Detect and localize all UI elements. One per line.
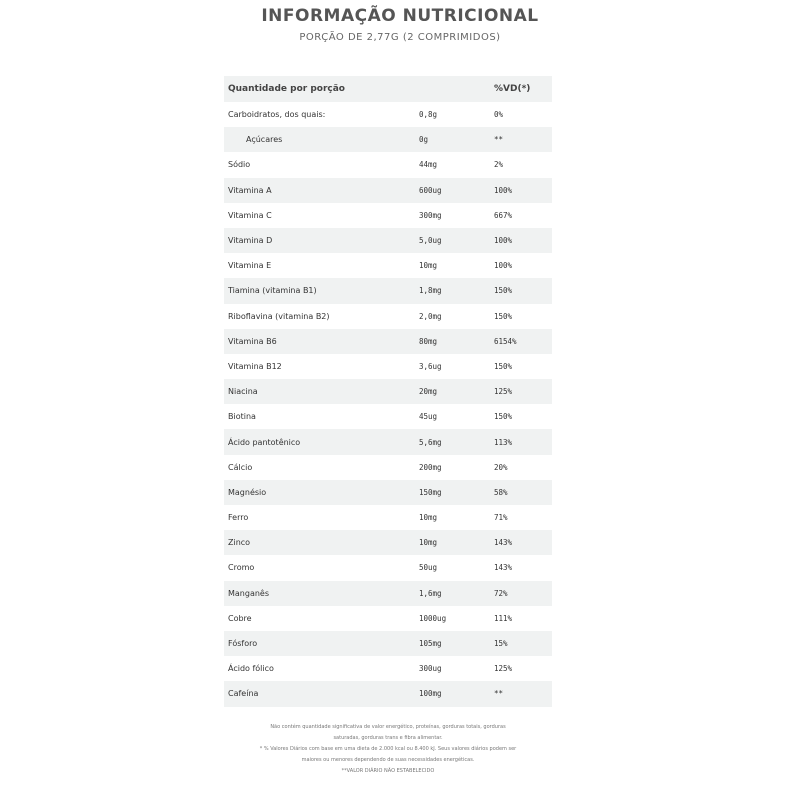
nutrient-vd: 143% <box>494 538 513 548</box>
nutrient-amount: 300ug <box>419 664 442 674</box>
table-row <box>224 127 552 152</box>
nutrient-vd: 150% <box>494 412 513 422</box>
nutrient-name: Cálcio <box>228 462 253 472</box>
header-vd: %VD(*) <box>494 84 531 94</box>
nutrient-name: Vitamina D <box>228 236 273 246</box>
table-row <box>224 354 552 379</box>
nutrient-amount: 20mg <box>419 387 438 397</box>
nutrient-amount: 50ug <box>419 563 438 573</box>
nutrient-amount: 5,6mg <box>419 437 442 447</box>
nutrient-vd: 113% <box>494 437 513 447</box>
nutrient-name: Ferro <box>228 513 249 523</box>
nutrient-vd: 72% <box>494 588 508 598</box>
nutrient-name: Cobre <box>228 613 252 623</box>
footnote-line: * % Valores Diários com base em uma dieta de 2.000 kcal ou 8.400 kJ. Seus valores diários podem ser <box>259 746 517 752</box>
table-row <box>224 404 552 429</box>
footnote-line: Não contém quantidade significativa de valor energético, proteínas, gorduras totais, gorduras <box>270 724 506 730</box>
nutrient-name: Sódio <box>228 160 251 170</box>
nutrient-name: Açúcares <box>246 135 283 145</box>
nutrient-amount: 80mg <box>419 336 438 346</box>
table-row <box>224 253 552 278</box>
nutrient-vd: 6154% <box>494 336 517 346</box>
table-row <box>224 606 552 631</box>
table-row <box>224 329 552 354</box>
nutrient-vd: 58% <box>494 487 508 497</box>
nutrient-vd: 150% <box>494 361 513 371</box>
nutrient-name: Zinco <box>228 538 251 548</box>
nutrient-amount: 44mg <box>419 160 438 170</box>
nutrient-name: Manganês <box>228 588 270 598</box>
nutrient-amount: 10mg <box>419 538 438 548</box>
nutrient-vd: 0% <box>494 110 504 120</box>
nutrient-amount: 1000ug <box>419 613 447 623</box>
nutrient-vd: 100% <box>494 261 513 271</box>
nutrient-name: Ácido pantotênico <box>228 437 301 447</box>
nutrient-vd: 667% <box>494 210 513 220</box>
nutrient-amount: 10mg <box>419 513 438 523</box>
nutrient-name: Vitamina B6 <box>228 336 277 346</box>
nutrient-vd: ** <box>494 135 504 145</box>
table-row <box>224 102 552 127</box>
nutrient-vd: 150% <box>494 286 513 296</box>
nutrient-amount: 105mg <box>419 639 442 649</box>
footnote-line: saturadas, gorduras trans e fibra alimentar. <box>333 735 443 741</box>
table-row <box>224 656 552 681</box>
table-row <box>224 480 552 505</box>
nutrient-name: Biotina <box>228 412 256 422</box>
nutrient-vd: 111% <box>494 613 513 623</box>
nutrient-amount: 10mg <box>419 261 438 271</box>
table-row <box>224 228 552 253</box>
nutrient-amount: 2,0mg <box>419 311 442 321</box>
footnote-line: maiores ou menores dependendo de suas necessidades energéticas. <box>301 757 475 763</box>
nutrient-name: Vitamina E <box>228 261 272 271</box>
table-row <box>224 581 552 606</box>
table-row <box>224 455 552 480</box>
nutrient-amount: 300mg <box>419 210 442 220</box>
nutrient-name: Riboflavina (vitamina B2) <box>228 311 330 321</box>
table-row <box>224 505 552 530</box>
nutrition-table <box>224 76 552 707</box>
nutrient-name: Vitamina C <box>228 210 272 220</box>
nutrient-amount: 1,6mg <box>419 588 442 598</box>
table-row <box>224 304 552 329</box>
nutrient-amount: 600ug <box>419 185 442 195</box>
table-header <box>224 76 552 102</box>
serving-size: PORÇÃO DE 2,77G (2 COMPRIMIDOS) <box>299 32 501 43</box>
nutrient-vd: 100% <box>494 185 513 195</box>
nutrient-amount: 100mg <box>419 689 442 699</box>
table-row <box>224 178 552 203</box>
nutrient-amount: 0,8g <box>419 110 438 120</box>
nutrient-amount: 45ug <box>419 412 438 422</box>
nutrient-name: Cromo <box>228 563 255 573</box>
nutrient-amount: 3,6ug <box>419 361 442 371</box>
table-row <box>224 530 552 555</box>
nutrient-name: Fósforo <box>228 639 258 649</box>
nutrient-vd: 15% <box>494 639 508 649</box>
nutrient-vd: 2% <box>494 160 504 170</box>
table-row <box>224 379 552 404</box>
nutrient-name: Carboidratos, dos quais: <box>228 110 326 120</box>
nutrient-vd: 71% <box>494 513 508 523</box>
nutrient-name: Tiamina (vitamina B1) <box>228 286 317 296</box>
page-title: INFORMAÇÃO NUTRICIONAL <box>261 6 539 26</box>
nutrient-vd: 143% <box>494 563 513 573</box>
nutrient-vd: 20% <box>494 462 508 472</box>
table-row <box>224 631 552 656</box>
nutrient-name: Vitamina A <box>228 185 272 195</box>
table-row <box>224 203 552 228</box>
table-body <box>224 102 552 707</box>
table-row <box>224 429 552 454</box>
nutrient-name: Vitamina B12 <box>228 361 282 371</box>
nutrient-amount: 0g <box>419 135 429 145</box>
nutrient-vd: ** <box>494 689 504 699</box>
nutrient-amount: 200mg <box>419 462 442 472</box>
table-row <box>224 278 552 303</box>
nutrient-name: Niacina <box>228 387 258 397</box>
nutrient-name: Magnésio <box>228 487 267 497</box>
header-label: Quantidade por porção <box>228 84 345 94</box>
nutrient-amount: 150mg <box>419 487 442 497</box>
table-row <box>224 555 552 580</box>
nutrient-amount: 5,0ug <box>419 236 442 246</box>
nutrient-name: Cafeína <box>228 689 259 699</box>
nutrient-vd: 100% <box>494 236 513 246</box>
nutrient-vd: 125% <box>494 387 513 397</box>
nutrient-vd: 150% <box>494 311 513 321</box>
nutrient-vd: 125% <box>494 664 513 674</box>
nutrient-amount: 1,8mg <box>419 286 442 296</box>
nutrient-name: Ácido fólico <box>228 664 274 674</box>
footnote-line: **VALOR DIÁRIO NÃO ESTABELECIDO <box>341 768 435 774</box>
table-row <box>224 681 552 706</box>
table-row <box>224 152 552 177</box>
footnotes <box>224 722 552 777</box>
